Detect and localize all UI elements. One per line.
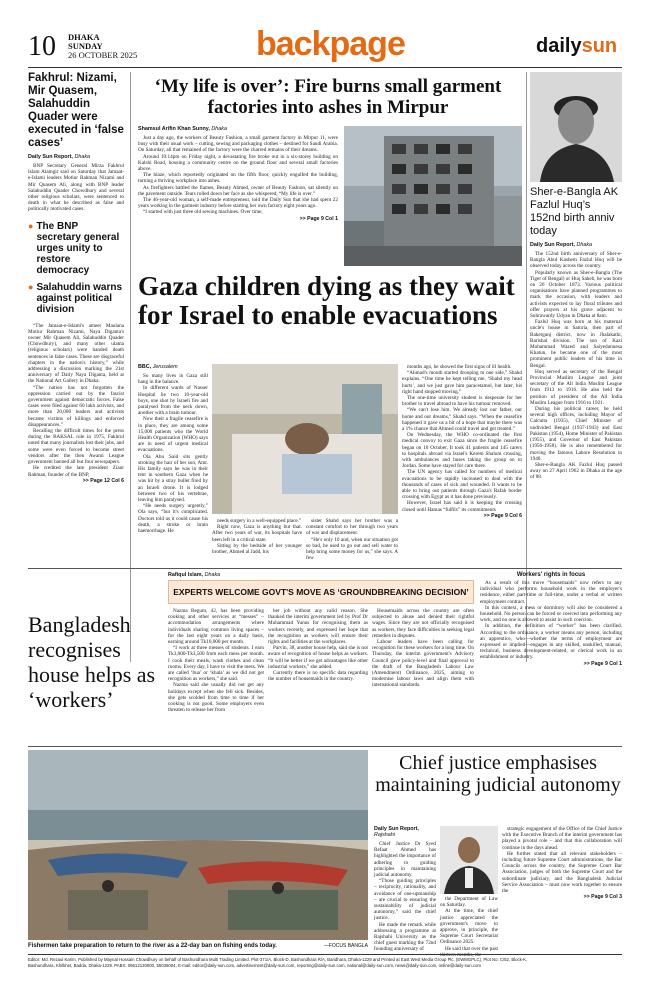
- workers-column-3: Housemaids across the country are often subjected to abuse and denied their rightful wages. Since they are not officially recognised as workers, they face difficulties in seeking legal remedies in disputes. Labour leaders have been calling for recognition for these workers for a long time. On Thursday, the interim government's Advisory Council gave policy-level and final approval to the draft of the Bangladesh Labour Law (Amendment) Ordinance, 2025, aiming to modernise labour laws and align them with international standards.: [372, 608, 474, 689]
- fishermen-caption: Fishermen take preparation to return to the river as a 22-day ban on fishing ends today.: [28, 943, 277, 949]
- fire-photo: [344, 126, 522, 266]
- gaza-col-1-body: So many lives in Gaza still hang in the balance. In different wards of Nasser Hospital lie two 10-year-old boys, one shot by Israeli fire and paralysed from the neck down, another with a brain tumour. Now their a fragile ceasefire is in place, they are among some 15,000 patients who the World Health Organization (WHO) says are in need of urgent medical evacuations. Ola Abu Said sits gently stroking the hair of her son, Amr. His family says he was in their tent in southern Gaza when he was hit by a stray bullet fired by an Israeli drone. It is lodged between two of his vertebrae, leaving him paralysed. “He needs surgery urgently,” Ola says, “but it's complicated. Doctors told us it could cause his death, a stroke or brain haemorrhage. He: [138, 373, 208, 535]
- huq-body: The 152nd birth anniversary of Sher-e-Bangla Abul Kashem Fazlul Huq will be observed today across the country. Popularly known as Sher-e-Bangla (The Tiger of Bengal) or Huq Saheb, he was born on 26 October 1873. Various political organisations have planned programmes to mark the occasion, with leaders and activists expected to lay floral tributes and offer prayers at his grave adjacent to Suhrawardy Udyan in Dhaka at 8am. Fazlul Huq was born at his maternal uncle's house in Saturia, then part of Bakerganj district, now in Jhalakathi, Barishal division. The son of Kazi Mohammad Wazed and Saiyedunnesa Khatun, he became one of the most prominent public leaders of his time in Bengal. Huq served as secretary of the Bengal Provincial Muslim League and joint secretary of the All India Muslim League from 1913 to 1916. He also held the position of president of the All India Muslim League from 1916 to 1921. During his political career, he held several high offices, including Mayor of Calcutta (1935), Chief Minister of undivided Bengal (1937-1943) and East Pakistan (1954), Home Minister of Pakistan (1955), and Governor of East Pakistan (1956-1958). He is also remembered for moving the famous Lahore Resolution in 1940. Sher-e-Bangla AK Fazlul Huq passed away on 27 April 1962 in Dhaka at the age of 88.: [530, 251, 622, 481]
- justice-col-1-body: Chief Justice Dr Syed Refaat Ahmed has highlighted the importance of adhering to guiding principles in maintaining judicial autonomy. “Those guiding principles – reciprocity, rationality, and avoidance of one-upmanship – are crucial to ensuring the sustainability of judicial autonomy,” said the chief justice. He made the remark while addressing a programme at Rajshahi University as the chief guest marking the 72nd founding anniversary of: [374, 841, 436, 953]
- dateline-city: DHAKA: [68, 32, 100, 42]
- workers-column-2: her job without any valid reason. She thanked the interim government led by Prof Dr Muhammad Yunus for recognising them as workers recently, and expressed her hope that the recognition as workers will ensure their rights and facilities at the workplaces. Parvin, 38, another house help, said she is not aware of recognition of house helps as workers. “It will be better if we get advantages like other industrial workers,” she added. Currently there is no specific data regarding the number of housemaids in the country.: [268, 608, 368, 683]
- footer-divider: [28, 954, 622, 955]
- horizontal-divider-1: [28, 568, 622, 569]
- huq-headline: Sher-e-Bangla AK Fazlul Huq’s 152nd birth anniv today: [530, 186, 619, 237]
- huq-byline: Daily Sun Report, Dhaka: [530, 242, 593, 248]
- fire-headline: ‘My life is over’: Fire burns small garment factories into ashes in Mirpur: [154, 76, 502, 118]
- dateline-date: 26 OCTOBER 2025: [68, 50, 138, 60]
- bullet-dot-icon: ●: [28, 220, 34, 231]
- justice-photo: [440, 826, 498, 894]
- workers-column-4-body: As a result of this move “housemaids” now refers to any individual who performs household work in the employer's residence, either part-time or full-time, under a verbal or written employment contract. In this context, a mess or dormitory will also be considered a household. No person can be forced or coerced into performing any work, and no one is allowed to assist in such coercion. In addition, the definition of “worker” has been clarified. According to the ordinance, a worker means any person, including an apprentice, who—whether the terms of employment are expressed or implied—engages in any skilled, unskilled, manual, technical, business development-related, or clerical work in an establishment or industry.: [480, 580, 622, 661]
- gaza-col-3: sister Shahd says her brother was a constant comfort to her through two years of war and displacement. “He's only 10 and, when our situation got so bad, he used to go out and sell water to help bring some money for us,” she says. A few: [306, 518, 398, 562]
- workers-subhead: Workers' rights in focus: [516, 572, 586, 578]
- footer-line-1: Editor: Md. Rezaul Karim, Published by Maynal Hossain Chowdhury on behalf of Bashundhara Multi Trading Limited. Plot-371/A, Block-D, Bashundhara R/A, Baridhara, Dhaka-1229 and Printed at East West Media Group Plc. (EWMGPLC), Plot No: C/52, Block-K,: [28, 957, 528, 962]
- justice-col-3: [502, 826, 622, 948]
- footer-line-2: Bashundhara, Khilkhet, Badda, Dhaka-1229. PABX: 09612120000, 55036004, E-mail: editor@daily-sun.com, advertisement@daily-sun.com, reporting@daily-sun.com, national@daily-sun.com, news@daily-sun.com, online@daily-sun.com: [28, 963, 481, 968]
- nizami-byline: Daily Sun Report, Dhaka: [28, 154, 91, 160]
- footer-imprint: [28, 957, 622, 977]
- fire-story-text: [138, 126, 338, 266]
- workers-continued: >> Page 9 Col 1: [583, 660, 622, 667]
- gaza-continued: >> Page 9 Col 6: [483, 512, 522, 519]
- workers-banner-text: EXPERTS WELCOME GOVT'S MOVE AS ‘GROUNDBREAKING DECISION’: [173, 586, 469, 597]
- justice-byline: Daily Sun Report, Rajshahi: [374, 826, 419, 838]
- dateline: [68, 33, 188, 63]
- gaza-photo: [212, 364, 398, 514]
- masthead-divider: [28, 67, 622, 68]
- nizami-bullet-2: ● Salahuddin warns against political division: [28, 281, 123, 315]
- fire-body: Just a day ago, the workers of Beauty Fashion, a small garment factory in Mirpur 11, were busy with their usual work – cutting, sewing and packaging clothes – destined for Saudi Arabia. On Saturday, all that remained of the factory were the charred remains of their dreams. Around 10:14pm on Friday night, a devastating fire broke out in a six-storey building on Kalshi Road, housing a community centre on the ground floor and several small factories above. The blaze, which reportedly originated on the fifth floor, quickly engulfed the building, turning a thriving workplace into ashes. As firefighters battled the flames, Beauty Ahmed, owner of Beauty Fashion, sat silently on the pavement outside. Tears rolled down her face as she whispered, “My life is over.” The 46-year-old woman, a self-made entrepreneur, told the Daily Sun that she had spent 22 years working in the garment industry before starting her own factory eight years ago. “I started with just three old sewing machines. Over time,: [138, 135, 338, 216]
- workers-banner: [168, 580, 474, 604]
- workers-column-4: [480, 572, 622, 744]
- brand-daily: daily: [536, 35, 582, 57]
- workers-column-1: Nazma Begum, 42, has been providing cooking and other services at “messes” – accommodation arrangements where individuals sharing common living spaces – for the last eight years on a daily basis, earning around Tk10,000 per month. “I work at three messes of students. I earn Tk3,000-Tk3,500 from each mess per month. I cook their meals, wash clothes and clean rooms. Every day, I have to visit the mess. We are called ‘bua’ or ‘khala’ as we did not get recognition as workers,” she said. Nazma said she usually did not get any holidays except when she fell sick. Besides, she gets scolded from time to time if her cooking is not good. Some employers even threaten to release her from: [168, 608, 264, 714]
- gaza-col-2: needs surgery in a well-equipped place.” Right now, Gaza is anything but that. After two years of war, its hospitals have been left in a critical state. Sitting by the bedside of her younger brother, Ahmed al Jadd, his: [212, 518, 302, 556]
- brand-sun: sun: [581, 35, 618, 57]
- gaza-col-1: [138, 364, 208, 560]
- nizami-story: [28, 72, 124, 662]
- fire-continued: >> Page 9 Col 1: [299, 215, 338, 222]
- brand-logo: [536, 34, 626, 58]
- page-number: 10: [28, 31, 56, 62]
- nizami-headline: Fakhrul: Nizami, Mir Quasem, Salahuddin Quader were executed in ‘false cases’: [28, 72, 124, 149]
- workers-byline: Rafiqul Islam, Dhaka: [168, 572, 221, 578]
- column-divider-left: [130, 72, 131, 662]
- justice-continued: >> Page 9 Col 3: [583, 894, 622, 901]
- section-title: backpage: [256, 25, 405, 63]
- fishermen-photo: [28, 750, 368, 940]
- huq-portrait: [530, 72, 622, 182]
- fishermen-credit: —FOCUS BANGLA: [323, 943, 368, 949]
- justice-headline: Chief justice emphasises maintaining judicial autonomy: [375, 752, 621, 796]
- fire-byline: Shamsul Arifin Khan Sunny, Dhaka: [138, 126, 227, 132]
- nizami-bullet-1: ● The BNP secretary general urges unity to restore democracy: [28, 220, 120, 276]
- bullet-dot-icon: ●: [28, 281, 34, 292]
- gaza-byline: BBC, Jerusalem: [138, 364, 178, 370]
- workers-headline: Bangladesh recognises house helps as ‘workers’: [28, 612, 156, 712]
- nizami-continued: >> Page 12 Col 6: [82, 477, 124, 484]
- nizami-body-2: “The Jamaat-e-Islami's ameer Maulana Motiur Rahman Nizami, Naya Diganta's owner Mir Quasem Ali, Salahuddin Quader (Chowdhury), and many other ulama (religious scholars) were handed death sentences in false cases. These are disgraceful chapters in the nation's history,” while addressing a discussion marking the 21st anniversary of Daily Naya Diganta, held at the National Art Gallery in Dhaka. “The nation has not forgotten the oppression carried out by the fascist government against democratic forces. False cases were filed against 60 lakh activists, and more than 20,000 leaders and activists became victims of killings and enforced disappearances.” Recalling the difficult times for the press during the BAKSAL rule in 1975, Fakhrul noted that many journalists lost their jobs, and some were even forced to become street vendors after the then Awami League government banned all but four newspapers. He credited the late president Ziaur Rahman, founder of the BNP,: [28, 322, 124, 478]
- dateline-day: SUNDAY: [68, 41, 103, 51]
- horizontal-divider-2: [28, 746, 622, 747]
- nizami-body-1: BNP Secretary General Mirza Fakhrul Islam Alamgir said on Saturday that Jamaat-e-Islami leaders Motiur Rahman Nizami and Mir Quasem Ali, along with BNP leader Salahuddin Quader Chowdhury and several other religious scholars, were sentenced to death in what he described as false and politically motivated cases.: [28, 163, 124, 213]
- justice-col-3-body: strategic engagement of the Office of the Chief Justice with the Executive Branch of the interim government has played a pivotal role – and that this collaboration will continue in the days ahead. He further stated that all relevant stakeholders – including future Supreme Court administrations, the Bar Councils across the country, the Supreme Court Bar Association, judges of both the Supreme Court and the subordinate judiciary, and the Bangladesh Judicial Service Association – must now work together to ensure the: [502, 826, 622, 895]
- gaza-col-4-body: months ago, he showed the first signs of ill health. “Ahmad's mouth started drooping to one side,” Shahd explains. “One time he kept telling me, ‘Shahd my head hurts’, and we just gave him paracetamol, but later, his right hand stopped moving.” The one-time university student is desperate for her brother to travel abroad to have his tumour removed. “We can't lose him. We already lost our father, our home and our dreams,” Shahd says. “When the ceasefire happened it gave us a bit of a hope that maybe there was a 1% chance that Ahmed could travel and get treated.” On Wednesday, the WHO co-ordinated the first medical convoy to exit Gaza since the fragile ceasefire began on 10 October. It took 41 patients and 145 carers to hospitals abroad via Israel's Kerem Shalom crossing, with ambulances and buses taking the group on to Jordan. Some have stayed for care there. The UN agency has called for numbers of medical evacuations to be rapidly increased to deal with the thousands of cases of sick and wounded. It wants to be able to bring out patients through Gaza's Rafah border crossing with Egypt as it has done previously. However, Israel has said it is keeping the crossing closed until Hamas “fulfils” its commitments: [402, 364, 522, 513]
- justice-col-1: [374, 826, 436, 953]
- masthead: [0, 0, 650, 68]
- nizami-bullets: [28, 221, 124, 315]
- gaza-headline: Gaza children dying as they wait for Israel to enable evacuations: [138, 271, 515, 330]
- justice-col-2: the Department of Law on Saturday. At the time, the chief justice appreciated the government's move to approve, in principle, the Supreme Court Secretariat Ordinance 2025. He said that over the past: [440, 896, 498, 952]
- gaza-col-4: [402, 364, 522, 564]
